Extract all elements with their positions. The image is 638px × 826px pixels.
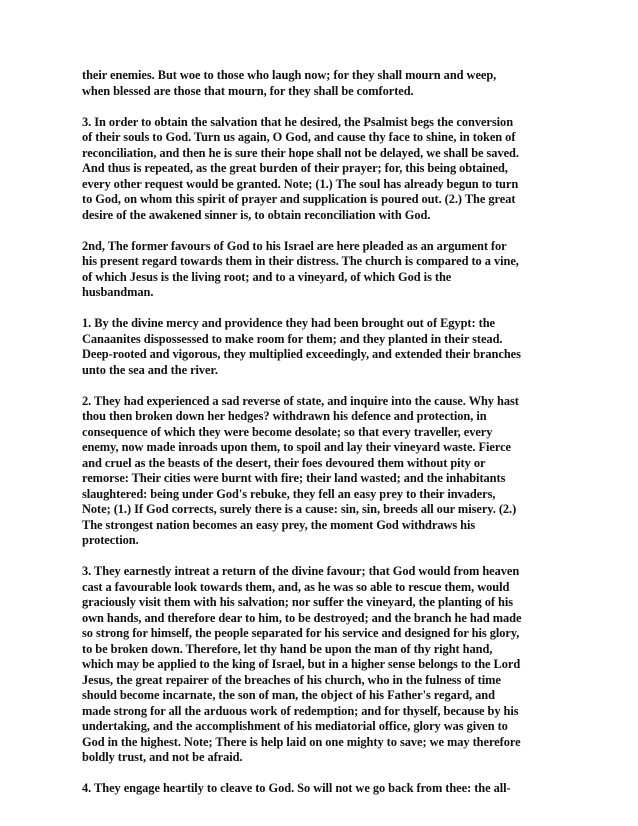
text-line: 2nd, The former favours of God to his Israel are here pleaded as an argument for xyxy=(82,238,507,253)
paragraph xyxy=(82,316,560,378)
text-line: his present regard towards them in their distress. The church is compared to a vine, xyxy=(82,254,519,268)
text-line: husbandman. xyxy=(82,285,154,299)
text-line: 2. They had experienced a sad reverse of state, and inquire into the cause. Why hast xyxy=(82,393,519,408)
text-line: made strong for all the arduous work of redemption; and for thyself, because by his xyxy=(82,703,519,718)
text-line: God in the highest. Note; There is help laid on one mighty to save; we may therefore xyxy=(82,734,521,749)
text-line: unto the sea and the river. xyxy=(82,362,218,377)
paragraph xyxy=(82,781,560,797)
paragraph xyxy=(82,239,560,301)
text-line: 3. They earnestly intreat a return of the divine favour; that God would from heaven xyxy=(82,564,520,578)
text-line: to be broken down. Therefore, let thy hand be upon the man of thy right hand, xyxy=(82,641,493,656)
text-line: should become incarnate, the son of man, the object of his Father's regard, and xyxy=(82,688,495,702)
text-line: Jesus, the great repairer of the breaches of his church, who in the fulness of time xyxy=(82,672,501,687)
text-line: their enemies. But woe to those who laugh now; for they shall mourn and weep, xyxy=(82,68,497,82)
text-line: of which Jesus is the living root; and to a vineyard, of which God is the xyxy=(82,269,452,284)
text-line: And thus is repeated, as the great burden of their prayer; for, this being obtained, xyxy=(82,161,508,175)
text-line: when blessed are those that mourn, for they shall be comforted. xyxy=(82,83,414,98)
text-line: thou then broken down her hedges? withdrawn his defence and protection, in xyxy=(82,409,487,423)
text-line: of their souls to God. Turn us again, O God, and cause thy face to shine, in token of xyxy=(82,130,516,144)
text-line: 1. By the divine mercy and providence they had been brought out of Egypt: the xyxy=(82,316,495,330)
text-line: protection. xyxy=(82,533,139,547)
text-line: graciously visit them with his salvation; nor suffer the vineyard, the planting of his xyxy=(82,595,514,609)
text-line: consequence of which they were become desolate; so that every traveller, every xyxy=(82,424,493,439)
text-line: Deep-rooted and vigorous, they multiplied exceedingly, and extended their branches xyxy=(82,347,521,361)
text-line: which may be applied to the king of Israel, but in a higher sense belongs to the Lord xyxy=(82,657,521,671)
document-page xyxy=(82,68,560,812)
paragraph xyxy=(82,564,560,766)
text-line: The strongest nation becomes an easy prey, the moment God withdraws his xyxy=(82,517,476,532)
text-line: Note; (1.) If God corrects, surely there is a cause: sin, sin, breeds all our misery. (2.) xyxy=(82,502,517,516)
text-line: desire of the awakened sinner is, to obtain reconciliation with God. xyxy=(82,207,431,222)
text-line: Canaanites dispossessed to make room for them; and they planted in their stead. xyxy=(82,331,503,346)
text-line: cast a favourable look towards them, and, as he was so able to rescue them, would xyxy=(82,579,510,594)
text-line: enemy, now made inroads upon them, to spoil and lay their vineyard waste. Fierce xyxy=(82,440,511,454)
text-line: reconciliation, and then he is sure their hope shall not be delayed, we shall be saved. xyxy=(82,145,519,160)
text-line: so strong for himself, the people separated for his service and designed for his glory, xyxy=(82,626,520,640)
text-line: and cruel as the beasts of the desert, their foes devoured them without pity or xyxy=(82,455,486,470)
text-line: remorse: Their cities were burnt with fire; their land wasted; and the inhabitants xyxy=(82,471,506,485)
text-line: 3. In order to obtain the salvation that he desired, the Psalmist begs the conversion xyxy=(82,114,514,129)
text-line: to God, on whom this spirit of prayer and supplication is poured out. (2.) The great xyxy=(82,192,516,206)
text-line: undertaking, and the accomplishment of his mediatorial office, glory was given to xyxy=(82,719,508,733)
text-line: slaughtered: being under God's rebuke, they fell an easy prey to their invaders, xyxy=(82,486,496,501)
paragraph xyxy=(82,68,560,99)
paragraph xyxy=(82,394,560,549)
text-line: every other request would be granted. Note; (1.) The soul has already begun to turn xyxy=(82,176,519,191)
text-line: 4. They engage heartily to cleave to God. So will not we go back from thee: the all- xyxy=(82,781,511,795)
text-line: own hands, and therefore dear to him, to be destroyed; and the branch he had made xyxy=(82,610,522,625)
text-line: boldly trust, and not be afraid. xyxy=(82,750,243,764)
paragraph xyxy=(82,115,560,224)
